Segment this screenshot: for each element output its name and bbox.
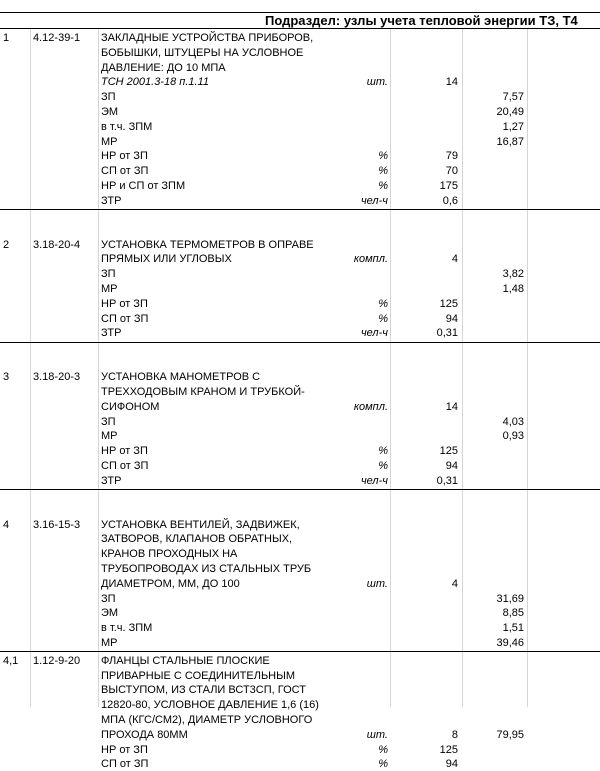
cost-line-label: в т.ч. ЗПМ — [101, 622, 153, 635]
item-description-line: ФЛАНЦЫ СТАЛЬНЫЕ ПЛОСКИЕ — [101, 654, 270, 667]
item-separator — [0, 209, 600, 210]
item-reference: ТСН 2001.3-18 п.1.11 — [101, 76, 209, 89]
item-separator — [0, 342, 600, 343]
column-gridline — [98, 29, 99, 707]
cost-line-unit: чел-ч — [360, 474, 388, 487]
cost-line-unit: % — [378, 297, 388, 310]
cost-line-label: МР — [101, 283, 118, 295]
cost-line-value: 79 — [445, 150, 458, 163]
cost-line-label: МР — [101, 637, 118, 649]
cost-line-label: в т.ч. ЗПМ — [101, 120, 153, 133]
item-description-line: УСТАНОВКА МАНОМЕТРОВ С — [101, 371, 261, 384]
cost-line-cost: 16,87 — [496, 135, 524, 148]
cost-line-label: ЭМ — [101, 607, 119, 620]
column-gridline — [30, 29, 31, 707]
cost-line-label: ЭМ — [101, 106, 119, 118]
cost-line-label: ЗТР — [101, 327, 122, 340]
item-quantity: 4 — [451, 577, 458, 590]
item-unit: шт. — [366, 728, 388, 741]
cost-line-value: 0,6 — [442, 194, 458, 207]
cost-line-unit: % — [378, 758, 388, 771]
item-number: 4 — [3, 518, 10, 531]
cost-line-cost: 7,57 — [502, 91, 524, 104]
cost-line-unit: чел-ч — [360, 194, 388, 207]
cost-line-value: 70 — [445, 165, 458, 178]
cost-line-label: ЗП — [101, 268, 116, 281]
cost-line-label: СП от ЗП — [101, 460, 149, 472]
cost-line-value: 94 — [445, 312, 458, 325]
cost-line-cost: 3,82 — [502, 268, 524, 281]
item-cost: 79,95 — [496, 728, 524, 741]
cost-line-unit: % — [378, 743, 388, 756]
cost-line-label: НР от ЗП — [101, 297, 148, 310]
cost-line-value: 175 — [439, 180, 458, 192]
item-description-line: ПРИВАРНЫЕ С СОЕДИНИТЕЛЬНЫМ — [101, 669, 296, 682]
item-code: 3.18-20-4 — [33, 238, 81, 251]
cost-line-value: 94 — [445, 460, 458, 472]
cost-line-cost: 0,93 — [502, 430, 524, 443]
column-gridline — [527, 29, 528, 707]
cost-line-cost: 8,85 — [502, 607, 524, 620]
cost-line-cost: 20,49 — [496, 106, 524, 118]
cost-line-cost: 39,46 — [496, 637, 524, 649]
cost-line-cost: 1,51 — [502, 622, 524, 635]
item-description-line: КРАНОВ ПРОХОДНЫХ НА — [101, 548, 238, 561]
cost-line-cost: 31,69 — [496, 592, 524, 605]
cost-line-label: НР от ЗП — [101, 445, 148, 458]
cost-line-cost: 1,27 — [502, 120, 524, 133]
item-description-line: ДИАМЕТРОМ, ММ, ДО 100 — [101, 577, 240, 590]
item-number: 2 — [3, 238, 10, 251]
cost-line-value: 125 — [439, 297, 458, 310]
item-separator — [0, 651, 600, 652]
item-quantity: 4 — [451, 253, 458, 266]
item-code: 3.18-20-3 — [33, 371, 81, 384]
section-title: Подраздел: узлы учета тепловой энергии ТЗ, Т4 — [265, 13, 578, 28]
item-description-line: ДАВЛЕНИЕ: ДО 10 МПА — [101, 61, 226, 74]
cost-line-value: 0,31 — [436, 327, 458, 340]
cost-line-value: 0,31 — [436, 474, 458, 487]
cost-line-unit: % — [378, 445, 388, 458]
cost-line-label: НР от ЗП — [101, 743, 148, 756]
item-quantity: 14 — [445, 400, 458, 413]
cost-line-label: ЗП — [101, 91, 116, 104]
cost-line-cost: 4,03 — [502, 415, 524, 428]
cost-line-unit: % — [378, 180, 388, 192]
item-description-line: СИФОНОМ — [101, 400, 160, 413]
cost-line-label: ЗП — [101, 415, 116, 428]
item-description-line: ТРЕХХОДОВЫМ КРАНОМ И ТРУБКОЙ- — [101, 386, 305, 398]
item-number: 4,1 — [3, 654, 19, 667]
item-number: 3 — [3, 371, 10, 384]
cost-line-label: СП от ЗП — [101, 758, 149, 771]
item-description-line: ЗАТВОРОВ, КЛАПАНОВ ОБРАТНЫХ, — [101, 533, 293, 546]
cost-line-label: НР от ЗП — [101, 150, 148, 163]
cost-line-label: МР — [101, 430, 118, 443]
cost-line-label: ЗТР — [101, 194, 122, 207]
item-separator — [0, 489, 600, 490]
cost-line-label: СП от ЗП — [101, 312, 149, 325]
cost-line-unit: % — [378, 460, 388, 472]
item-description-line: ПРОХОДА 80ММ — [101, 728, 188, 741]
item-code: 1.12-9-20 — [33, 654, 81, 667]
item-unit: шт. — [366, 577, 388, 590]
item-unit: шт. — [366, 76, 388, 89]
item-description-line: ПРЯМЫХ ИЛИ УГЛОВЫХ — [101, 253, 232, 266]
item-quantity: 8 — [451, 728, 458, 741]
cost-line-cost: 1,48 — [502, 283, 524, 295]
item-unit: компл. — [353, 253, 388, 266]
cost-line-unit: чел-ч — [360, 327, 388, 340]
cost-line-value: 125 — [439, 743, 458, 756]
item-description-line: ТРУБОПРОВОДАХ ИЗ СТАЛЬНЫХ ТРУБ — [101, 563, 312, 575]
item-description-line: 12820-80, УСЛОВНОЕ ДАВЛЕНИЕ 1,6 (16) — [101, 699, 319, 712]
item-quantity: 14 — [445, 76, 458, 89]
cost-line-unit: % — [378, 312, 388, 325]
cost-line-unit: % — [378, 165, 388, 178]
item-code: 3.16-15-3 — [33, 518, 81, 531]
section-title-row — [0, 12, 600, 29]
cost-line-label: ЗП — [101, 592, 116, 605]
cost-line-label: МР — [101, 135, 118, 148]
cost-line-label: ЗТР — [101, 474, 122, 487]
item-number: 1 — [3, 32, 10, 44]
item-description-line: УСТАНОВКА ТЕРМОМЕТРОВ В ОПРАВЕ — [101, 238, 314, 251]
cost-line-value: 94 — [445, 758, 458, 771]
item-description-line: БОБЫШКИ, ШТУЦЕРЫ НА УСЛОВНОЕ — [101, 46, 304, 59]
cost-line-label: СП от ЗП — [101, 165, 149, 178]
cost-line-value: 125 — [439, 445, 458, 458]
cost-line-label: НР и СП от ЗПМ — [101, 180, 186, 192]
column-gridline — [390, 29, 391, 707]
item-description-line: УСТАНОВКА ВЕНТИЛЕЙ, ЗАДВИЖЕК, — [101, 518, 300, 531]
cost-line-unit: % — [378, 150, 388, 163]
item-description-line: МПА (КГС/СМ2), ДИАМЕТР УСЛОВНОГО — [101, 714, 313, 726]
item-description-line: ВЫСТУПОМ, ИЗ СТАЛИ ВСТ3СП, ГОСТ — [101, 684, 306, 697]
item-code: 4.12-39-1 — [33, 32, 81, 44]
item-description-line: ЗАКЛАДНЫЕ УСТРОЙСТВА ПРИБОРОВ, — [101, 32, 314, 44]
item-unit: компл. — [353, 400, 388, 413]
